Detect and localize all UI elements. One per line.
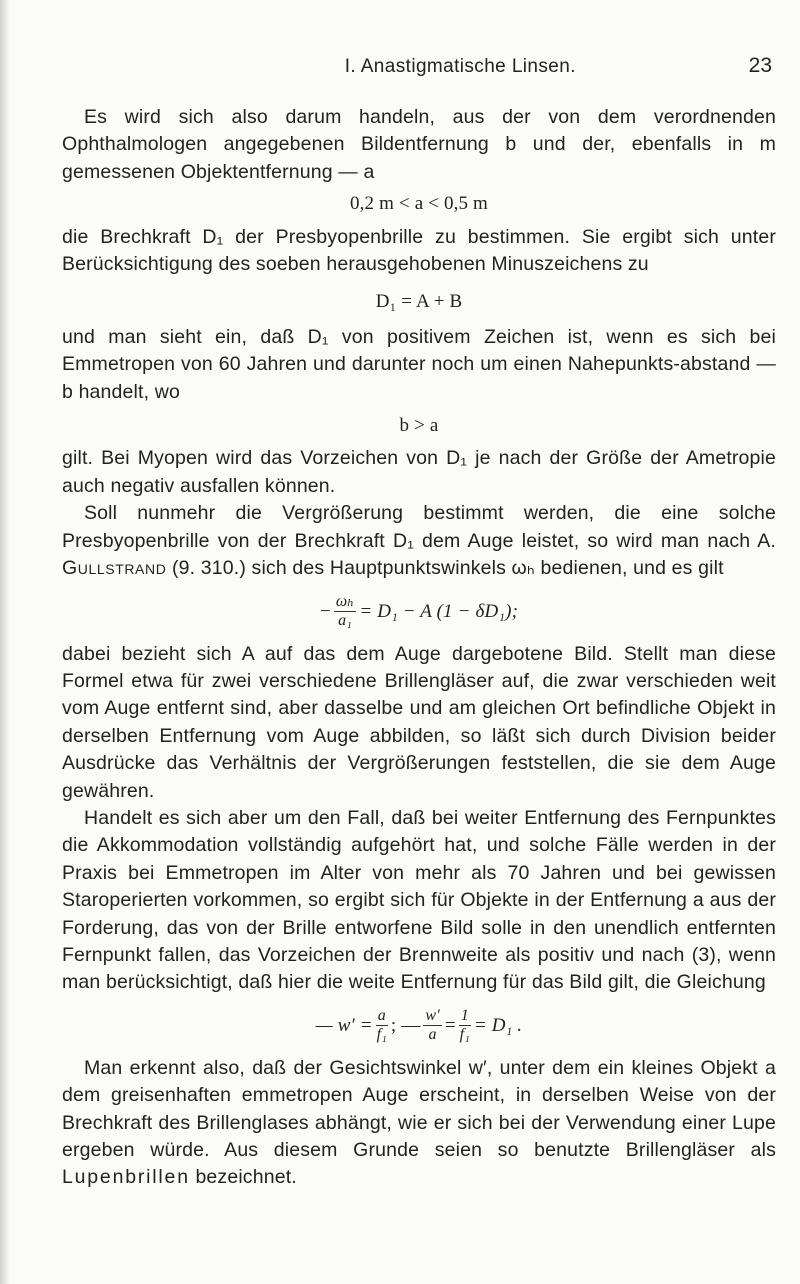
paragraph-6: dabei bezieht sich A auf das dem Auge dargebotene Bild. Stellt man diese Formel etwa für zwei verschiedene Brillengläser auf, die zwar verschieden weit vom Auge entfernt sind, aber dasselbe und am gleichen Ort befindliche Objekt in derselben Entfernung vom Auge abbilden, so läßt sich durch Division beider Ausdrücke das Verhältnis der Vergrößerungen feststellen, die sie dem Auge gewähren.: [62, 642, 776, 802]
page-number: 23: [748, 54, 772, 77]
page-header: [62, 54, 776, 90]
equation-visual-angle: [62, 997, 776, 1055]
fraction-omega: [334, 593, 357, 630]
fraction-a-f1: [376, 1007, 388, 1044]
paragraph-1: Es wird sich also darum handeln, aus der von dem verordnenden Ophthalmologen angegebenen Bildentfernung b und der, ebenfalls in m gemessenen Objektentfernung — a: [62, 106, 776, 183]
paragraph-2: die Brechkraft D₁ der Presbyopenbrille zu bestimmen. Sie ergibt sich unter Berücksichtigung des soeben herausgehobenen Minuszeichens zu: [62, 225, 776, 276]
equation-inequality: b > a: [399, 415, 439, 437]
fraction-numerator: 1: [460, 1007, 469, 1025]
paragraph-7: Handelt es sich aber um den Fall, daß bei weiter Entfernung des Fernpunktes die Akkommodation vollständig aufgehört hat, und solche Fälle werden in der Praxis bei Emmetropen im Alter von mehr als 70 Jahren und bei gewissen Staroperierten vorkommen, so ergibt sich für Objekte in der Entfernung a aus der Forderung, das von der Brille entworfene Bild solle in den unendlich entfernten Fernpunkt fallen, das Vorzeichen der Brennweite als positiv und nach (3), wenn man berücksichtigt, daß hier die weite Entfernung für das Bild gilt, die Gleichung: [62, 806, 776, 994]
fraction-denominator: a₁: [338, 612, 353, 629]
equation-angle-rest: = D₁ − A (1 − δD₁);: [359, 600, 519, 622]
equation-brechkraft: D₁ = A + B: [375, 291, 463, 313]
eq5-end: = D₁ .: [473, 1015, 523, 1037]
paragraph-8: [62, 1055, 776, 1192]
eq5-separator: ; —: [390, 1015, 421, 1037]
fraction-denominator: f₁: [459, 1026, 470, 1044]
body-text: [62, 104, 776, 1192]
fraction-denominator: f₁: [376, 1026, 387, 1044]
equation-range: 0,2 m < a < 0,5 m: [350, 193, 488, 215]
paragraph-3: und man sieht ein, daß D₁ von positivem Zeichen ist, wenn es sich bei Emmetropen von 60 Jahren und darunter noch um einen Nahepunkts-abstand — b handelt, wo: [62, 325, 776, 403]
paragraph-5: [62, 500, 776, 582]
eq5-lhs: — w′ =: [315, 1015, 373, 1037]
equation-angle: − $\frac{\text{ωₕ}}{\text{a₁}}$ = D₁ − A (1 − δD₁);: [62, 583, 776, 641]
eq5-equals: =: [444, 1015, 456, 1037]
paragraph-4: gilt. Bei Myopen wird das Vorzeichen von D₁ je nach der Größe der Ametropie auch negativ ausfallen können.: [62, 447, 776, 497]
fraction-1-f1: [459, 1007, 471, 1044]
fraction-numerator: ωₕ: [335, 593, 355, 610]
fraction-numerator: a: [377, 1007, 386, 1025]
fraction-numerator: w′: [425, 1007, 440, 1025]
book-page: [62, 54, 776, 1192]
fraction-w-a: [423, 1007, 441, 1044]
fraction-denominator: a: [428, 1026, 437, 1044]
term-lupenbrillen: Lupenbrillen: [62, 1166, 190, 1189]
page-edge-shadow: [0, 0, 10, 1284]
paragraph-8-end: bezeichnet.: [195, 1166, 297, 1189]
paragraph-8-text: Man erkennt also, daß der Gesichtswinkel w′, unter dem ein kleines Objekt a dem greisenhaften emmetropen Auge erscheint, in derselben Weise von der Brechkraft des Brillenglases abhängt, wie er sich bei der Verwendung einer Lupe ergeben würde. Aus diesem Grunde seien so benutzte Brillengläser als: [62, 1056, 776, 1161]
paragraph-5-text-a: Soll nunmehr die Vergrößerung bestimmt werden, die eine solche Presbyopenbrille von der Brechkraft D₁ dem Auge leistet, so wird man nach A.: [62, 502, 776, 552]
author-name: Gullstrand: [62, 557, 167, 580]
running-title: I. Anastigmatische Linsen.: [344, 56, 576, 77]
paragraph-5-text-b: (9. 310.) sich des Hauptpunktswinkels ωₕ bedienen, und es gilt: [172, 557, 724, 580]
